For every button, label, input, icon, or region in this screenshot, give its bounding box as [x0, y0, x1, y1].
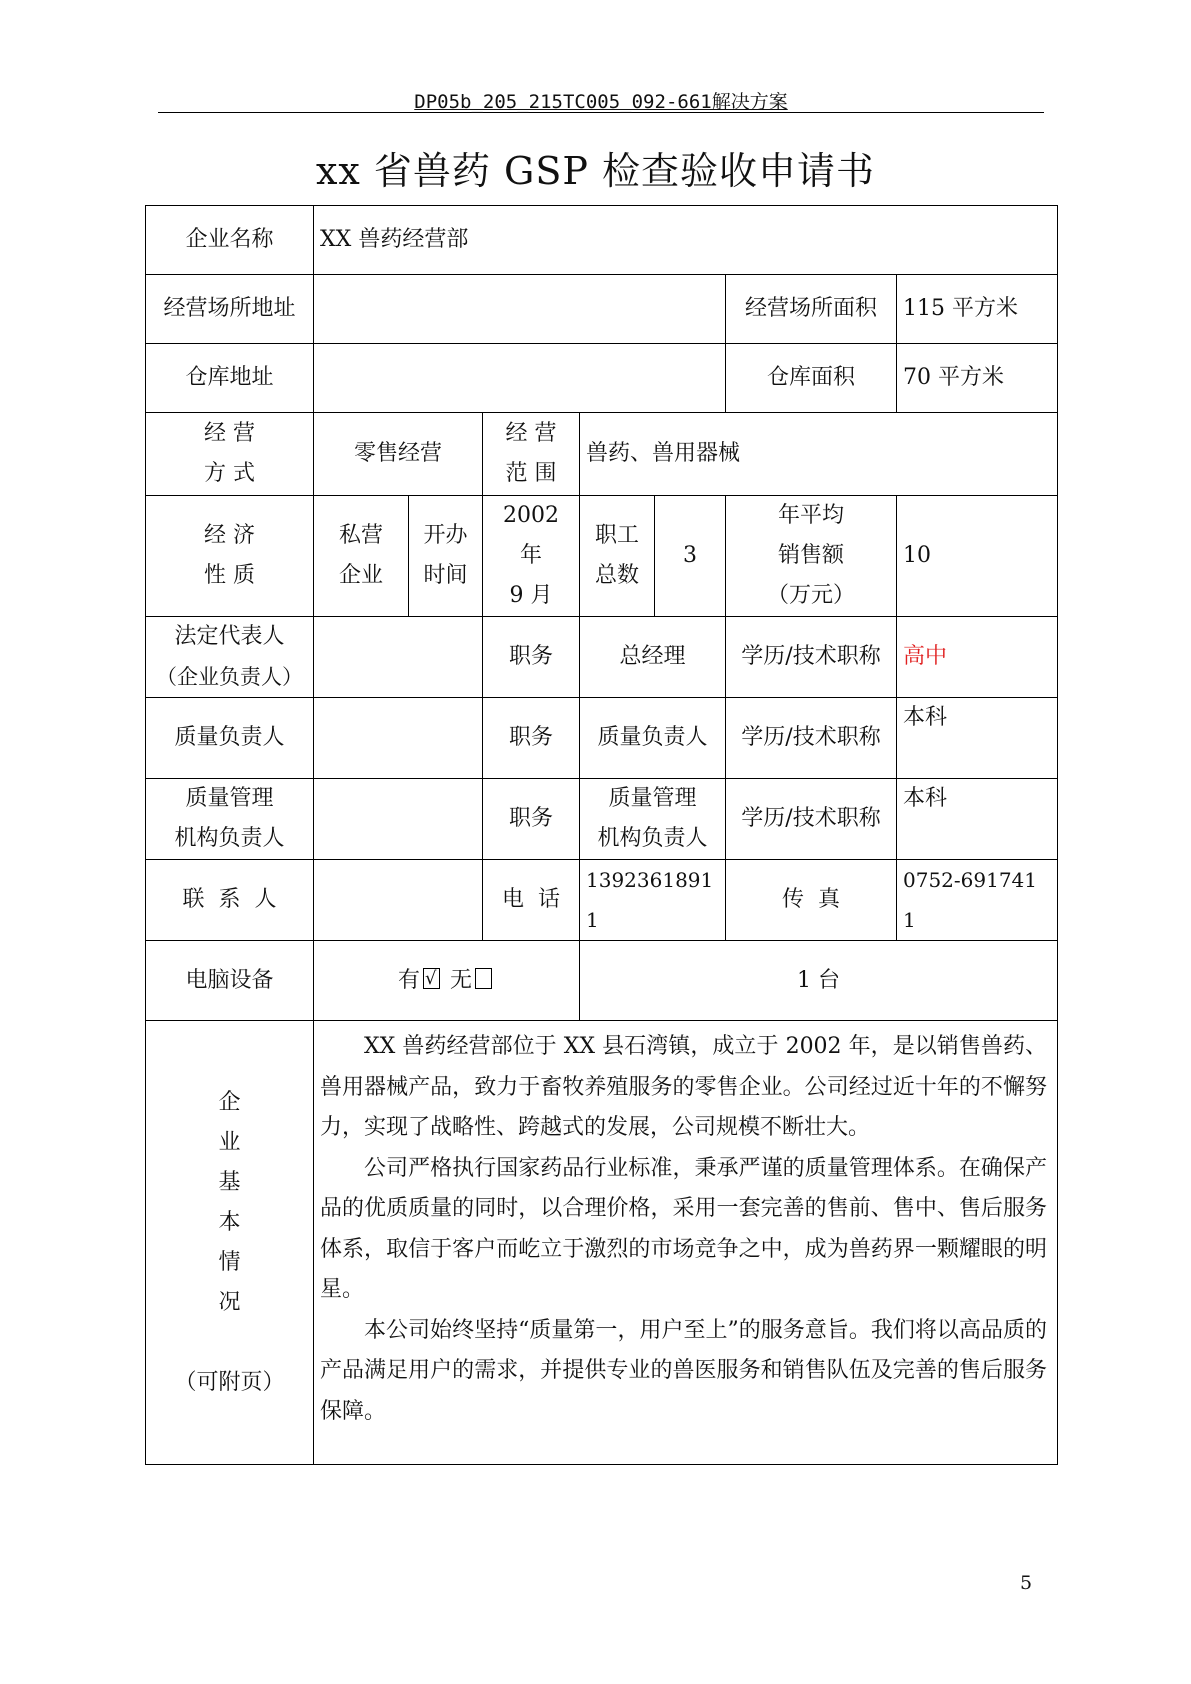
intro-text[interactable]	[314, 1021, 1058, 1465]
intro-label-char: 况	[218, 1289, 241, 1315]
qm-name-value[interactable]	[314, 779, 483, 860]
header-text: DP05b_205_215TC005_092-661解决方案	[414, 91, 788, 113]
quality-edu-label: 学历/技术职称	[726, 698, 897, 779]
row-economic-nature	[146, 496, 1058, 617]
enterprise-name-label: 企业名称	[146, 206, 314, 275]
qm-edu-value[interactable]: 本科	[897, 779, 1058, 860]
qm-post-label: 职务	[483, 779, 580, 860]
qm-edu-label: 学历/技术职称	[726, 779, 897, 860]
fax-value-line-1: 0752-691741	[903, 868, 1038, 892]
area-label: 经营场所面积	[726, 275, 897, 344]
computer-yes-checkbox[interactable]	[423, 968, 440, 989]
row-enterprise-name	[146, 206, 1058, 275]
quality-edu-value[interactable]: 本科	[897, 698, 1058, 779]
qm-label-line-2: 机构负责人	[174, 826, 285, 851]
nature-label-line-2: 性 质	[204, 563, 255, 588]
contact-label: 联 系 人	[146, 860, 314, 941]
sales-label	[726, 496, 897, 617]
qm-label	[146, 779, 314, 860]
open-label-line-2: 时间	[423, 563, 468, 588]
intro-label	[146, 1021, 314, 1465]
open-label	[409, 496, 483, 617]
legal-label	[146, 617, 314, 698]
quality-post-label: 职务	[483, 698, 580, 779]
legal-post-label: 职务	[483, 617, 580, 698]
computer-count-value[interactable]: 1 台	[580, 941, 1058, 1021]
scope-label-line-2: 范 围	[505, 461, 557, 486]
computer-no-checkbox[interactable]	[475, 968, 492, 989]
page-header	[158, 84, 1044, 113]
phone-label: 电 话	[483, 860, 580, 941]
warehouse-area-value[interactable]: 70 平方米	[897, 344, 1058, 413]
application-form	[145, 205, 1058, 1465]
phone-value-line-1: 1392361891	[586, 868, 714, 892]
row-address	[146, 275, 1058, 344]
fax-value[interactable]	[897, 860, 1058, 941]
mode-label-line-1: 经 营	[204, 421, 255, 446]
contact-value[interactable]	[314, 860, 483, 941]
qm-label-line-1: 质量管理	[185, 786, 274, 811]
mode-value[interactable]: 零售经营	[314, 413, 483, 496]
qm-post-line-2: 机构负责人	[597, 826, 708, 851]
intro-paragraph: XX 兽药经营部位于 XX 县石湾镇，成立于 2002 年，是以销售兽药、兽用器械产品，致力于畜牧养殖服务的零售企业。公司经过近十年的不懈努力，实现了战略性、跨越式的发展，公司规模不断壮大。	[320, 1034, 1047, 1140]
open-label-line-1: 开办	[423, 523, 468, 548]
area-value[interactable]: 115 平方米	[897, 275, 1058, 344]
sales-value[interactable]: 10	[897, 496, 1058, 617]
computer-options	[314, 941, 580, 1021]
qm-post-line-1: 质量管理	[608, 786, 697, 811]
warehouse-label: 仓库地址	[146, 344, 314, 413]
document-title: xx 省兽药 GSP 检查验收申请书	[315, 149, 876, 193]
sales-label-line-3: （万元）	[766, 583, 855, 608]
intro-paragraph: 本公司始终坚持“质量第一，用户至上”的服务意旨。我们将以高品质的产品满足用户的需求，并提供专业的兽医服务和销售队伍及完善的售后服务保障。	[320, 1317, 1047, 1424]
row-computer	[146, 941, 1058, 1021]
intro-label-char: 基	[218, 1169, 241, 1195]
legal-label-line-1: 法定代表人	[174, 624, 285, 649]
row-quality-manager	[146, 698, 1058, 779]
legal-label-line-2: （企业负责人）	[156, 665, 303, 689]
computer-yes-label: 有	[397, 967, 420, 993]
row-business-mode	[146, 413, 1058, 496]
intro-label-char: 企	[218, 1089, 241, 1115]
sales-label-line-1: 年平均	[777, 503, 844, 528]
nature-label-line-1: 经 济	[204, 523, 255, 548]
open-value[interactable]	[483, 496, 580, 617]
quality-name-value[interactable]	[314, 698, 483, 779]
row-warehouse	[146, 344, 1058, 413]
row-qm-head	[146, 779, 1058, 860]
phone-value[interactable]	[580, 860, 726, 941]
qm-post-value[interactable]	[580, 779, 726, 860]
mode-label	[146, 413, 314, 496]
computer-no-label: 无	[450, 967, 473, 993]
legal-name-value[interactable]	[314, 617, 483, 698]
nature-value-line-2: 企业	[338, 563, 383, 588]
nature-value-line-1: 私营	[338, 523, 383, 548]
intro-label-note: （可附页）	[174, 1369, 285, 1395]
staff-label-line-1: 职工	[594, 523, 639, 548]
legal-edu-value[interactable]: 高中	[897, 617, 1058, 698]
quality-post-value[interactable]: 质量负责人	[580, 698, 726, 779]
intro-label-char: 情	[218, 1249, 241, 1275]
address-value[interactable]	[314, 275, 726, 344]
computer-label: 电脑设备	[146, 941, 314, 1021]
fax-label: 传 真	[726, 860, 897, 941]
sales-label-line-2: 销售额	[777, 543, 844, 568]
quality-label: 质量负责人	[146, 698, 314, 779]
intro-label-char: 本	[218, 1209, 241, 1235]
warehouse-area-label: 仓库面积	[726, 344, 897, 413]
scope-label-line-1: 经 营	[505, 421, 557, 446]
enterprise-name-value[interactable]: XX 兽药经营部	[314, 206, 1058, 275]
address-label: 经营场所地址	[146, 275, 314, 344]
row-contact	[146, 860, 1058, 941]
intro-label-char: 业	[218, 1129, 241, 1155]
nature-value[interactable]	[314, 496, 409, 617]
row-legal-representative	[146, 617, 1058, 698]
phone-value-line-2: 1	[586, 908, 599, 932]
intro-paragraph: 公司严格执行国家药品行业标准，秉承严谨的质量管理体系。在确保产品的优质质量的同时，以合理价格，采用一套完善的售前、售中、售后服务体系，取信于客户而屹立于激烈的市场竞争之中，成为兽药界一颗耀眼的明星。	[320, 1155, 1047, 1302]
legal-edu-label: 学历/技术职称	[726, 617, 897, 698]
nature-label	[146, 496, 314, 617]
staff-label-line-2: 总数	[594, 563, 639, 588]
scope-value[interactable]: 兽药、兽用器械	[580, 413, 1058, 496]
legal-post-value[interactable]: 总经理	[580, 617, 726, 698]
page-number: 5	[1020, 1572, 1033, 1594]
warehouse-value[interactable]	[314, 344, 726, 413]
staff-label	[580, 496, 655, 617]
staff-value[interactable]: 3	[655, 496, 726, 617]
fax-value-line-2: 1	[903, 908, 916, 932]
open-value-line-2: 9 月	[509, 583, 553, 608]
open-value-line-1: 2002 年	[503, 503, 559, 568]
mode-label-line-2: 方 式	[204, 461, 255, 486]
row-enterprise-intro	[146, 1021, 1058, 1465]
scope-label	[483, 413, 580, 496]
